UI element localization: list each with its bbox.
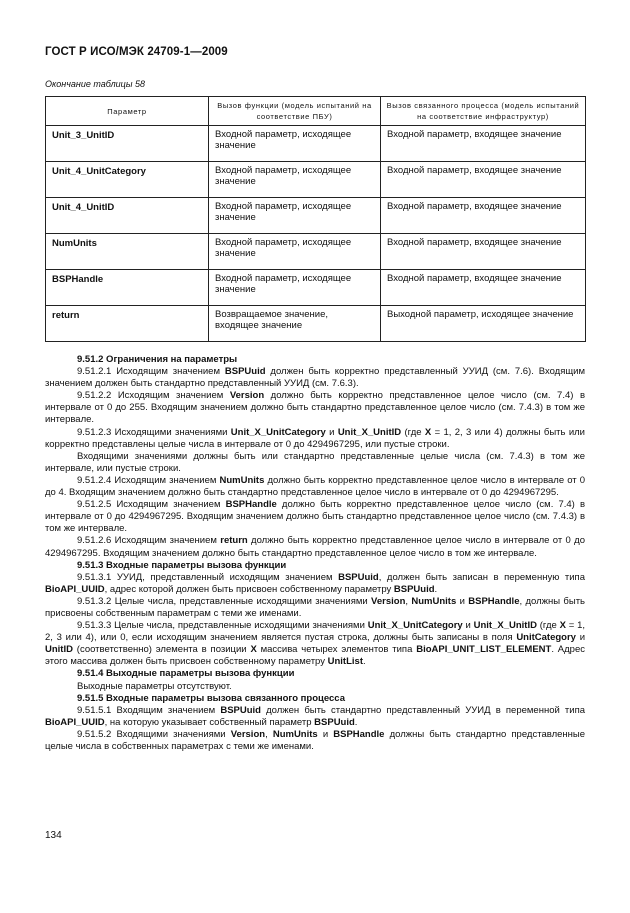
table-caption: Окончание таблицы 58	[45, 79, 145, 89]
paragraph: 9.51.2.3 Исходящими значениями Unit_X_UnitCategory и Unit_X_UnitID (где X = 1, 2, 3 или 4) должны быть или корректно представлены целые числа в интервале от 0 до 4294967295, или пустые строки.	[45, 426, 585, 450]
call-cell: Входной параметр, исходящее значение	[209, 270, 381, 306]
linked-cell: Входной параметр, входящее значение	[381, 162, 586, 198]
column-header-parameter: Параметр	[46, 97, 209, 126]
linked-cell: Входной параметр, входящее значение	[381, 270, 586, 306]
paragraph: 9.51.2.1 Исходящим значением BSPUuid должен быть корректно представленный УУИД (см. 7.6). Входящим значением должен быть стандартно представленный УУИД (см. 7.6.3).	[45, 366, 586, 390]
parameters-table	[45, 96, 586, 342]
table-row	[46, 234, 586, 270]
table-row	[46, 270, 586, 306]
param-cell: return	[46, 306, 209, 342]
document-header: ГОСТ Р ИСО/МЭК 24709-1—2009	[45, 46, 228, 58]
paragraph: 9.51.5.2 Входящими значениями Version, NumUnits и BSPHandle должны быть стандартно представленные целые числа в собственных параметрах с теми же именами.	[45, 728, 585, 752]
section-heading: 9.51.5 Входные параметры вызова связанного процесса	[77, 692, 345, 704]
param-cell: Unit_4_UnitCategory	[46, 162, 209, 198]
call-cell: Входной параметр, исходящее значение	[209, 126, 381, 162]
table-row	[46, 306, 586, 342]
linked-cell: Выходной параметр, исходящее значение	[381, 306, 586, 342]
paragraph: Входящими значениями должны быть или стандартно представленные целые числа (см. 7.4.3) в том же интервале, или пустые строки.	[45, 450, 585, 474]
param-cell: Unit_3_UnitID	[46, 126, 209, 162]
param-cell: Unit_4_UnitID	[46, 198, 209, 234]
call-cell: Входной параметр, исходящее значение	[209, 162, 381, 198]
table-row	[46, 126, 586, 162]
page-number: 134	[45, 830, 62, 841]
section-heading: 9.51.4 Выходные параметры вызова функции	[77, 668, 295, 680]
linked-cell: Входной параметр, входящее значение	[381, 234, 586, 270]
paragraph: 9.51.3.1 УУИД, представленный исходящим значением BSPUuid, должен быть записан в переменную типа BioAPI_UUID, адрес которой должен быть присвоен собственному параметру BSPUuid.	[45, 571, 585, 595]
paragraph: Выходные параметры отсутствуют.	[77, 680, 232, 692]
paragraph: 9.51.2.4 Исходящим значением NumUnits должно быть корректно представленное целое число в интервале от 0 до 4. Входящим значением должно быть стандартно представленное целое число в интервале от 0 до 4294967295.	[45, 474, 586, 499]
body-text	[45, 354, 585, 753]
table-row	[46, 162, 586, 198]
call-cell: Возвращаемое значение, входящее значение	[209, 306, 381, 342]
column-header-function-call: Вызов функции (модель испытаний на соответствие ПБУ)	[209, 97, 381, 126]
paragraph: 9.51.3.2 Целые числа, представленные исходящими значениями Version, NumUnits и BSPHandle, должны быть присвоены собственным параметрам с теми же именами.	[45, 595, 585, 619]
section-heading: 9.51.3 Входные параметры вызова функции	[77, 559, 287, 571]
paragraph: 9.51.3.3 Целые числа, представленные исходящими значениями Unit_X_UnitCategory и Unit_X_UnitID (где X = 1, 2, 3 или 4), или 0, если исходящим значением является пустая строка, должны быть записаны в поля UnitCategory и UnitID (соответственно) элемента в позиции X массива четырех элементов типа BioAPI_UNIT_LIST_ELEMENT. Адрес этого массива должен быть присвоен собственному параметру UnitList.	[45, 620, 586, 668]
call-cell: Входной параметр, исходящее значение	[209, 198, 381, 234]
param-cell: BSPHandle	[46, 270, 209, 306]
paragraph: 9.51.2.5 Исходящим значением BSPHandle должно быть корректно представленное целое число (см. 7.4) в интервале от 0 до 4294967295. Входящим значением должно быть стандартно представленное целое число (см. 7.4.3) в том же интервале.	[45, 499, 585, 535]
linked-cell: Входной параметр, входящее значение	[381, 126, 586, 162]
section-heading: 9.51.2 Ограничения на параметры	[77, 354, 238, 365]
paragraph: 9.51.5.1 Входящим значением BSPUuid должен быть стандартно представленный УУИД в переменной типа BioAPI_UUID, на которую указывает собственный параметр BSPUuid.	[45, 704, 586, 728]
linked-cell: Входной параметр, входящее значение	[381, 198, 586, 234]
paragraph: 9.51.2.2 Исходящим значением Version должно быть корректно представленное целое число (см. 7.4) в интервале от 0 до 255. Входящим значением должно быть стандартно представленное целое число (см. 7.4.3) в том же интервале.	[45, 390, 585, 426]
column-header-linked-process: Вызов связанного процесса (модель испытаний на соответствие инфраструктур)	[381, 97, 586, 126]
param-cell: NumUnits	[46, 234, 209, 270]
paragraph: 9.51.2.6 Исходящим значением return должно быть корректно представленное целое число в интервале от 0 до 4294967295. Входящим значением должно быть стандартно представленное целое число в том же интервале.	[45, 535, 585, 559]
call-cell: Входной параметр, исходящее значение	[209, 234, 381, 270]
table-row	[46, 198, 586, 234]
